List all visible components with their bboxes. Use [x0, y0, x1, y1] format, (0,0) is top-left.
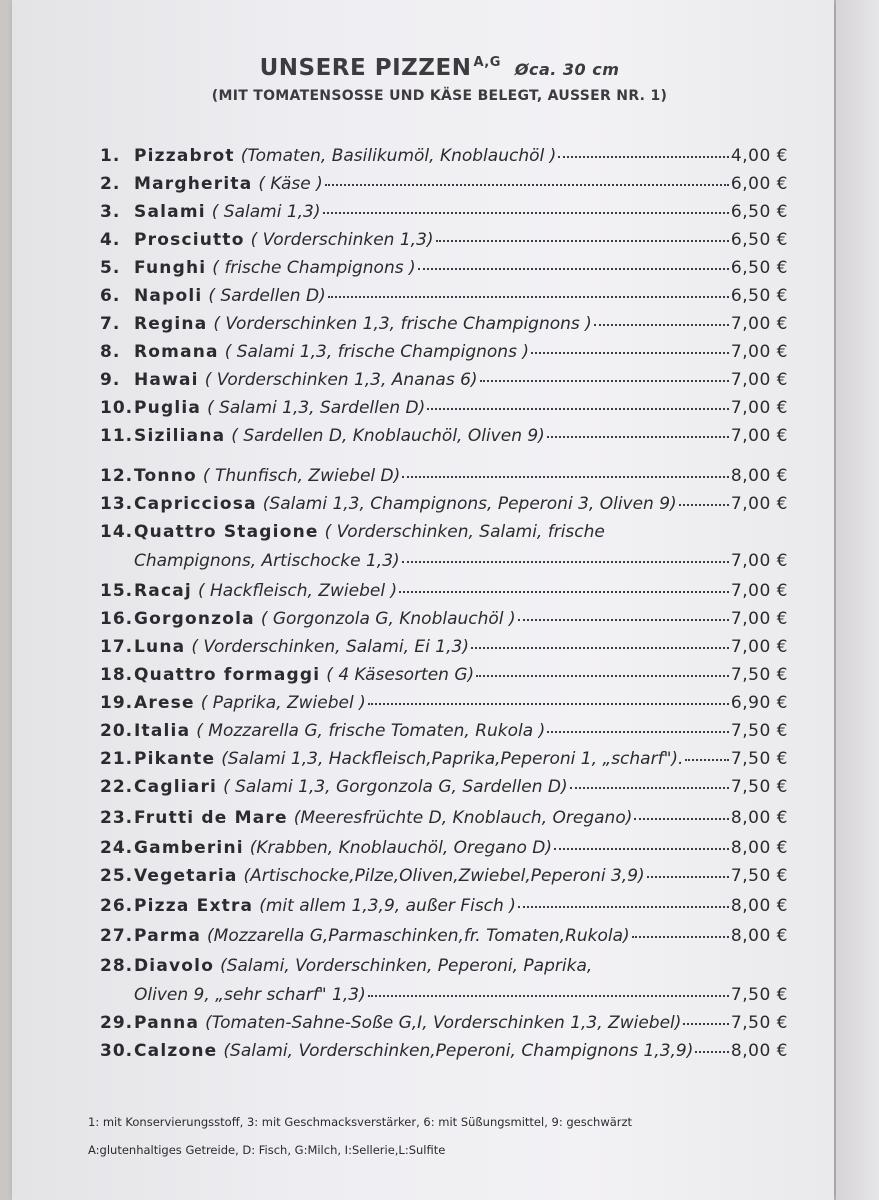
leader-dots	[632, 936, 729, 938]
leader-dots	[323, 212, 729, 214]
menu-item	[100, 776, 788, 798]
item-ingredients: ( Vorderschinken, Salami, frische	[324, 522, 605, 542]
leader-dots	[685, 759, 728, 761]
menu-item	[100, 425, 788, 447]
leader-dots	[647, 876, 729, 878]
item-name: Margherita	[134, 174, 253, 194]
item-name: Puglia	[134, 398, 202, 418]
item-number: 29.	[100, 1013, 134, 1033]
title-text: UNSERE PIZZEN	[259, 55, 472, 81]
item-price: 6,50 €	[730, 230, 788, 250]
item-ingredients: ( Gorgonzola G, Knoblauchöl )	[260, 609, 516, 629]
item-ingredients: ( Vorderschinken, Salami, Ei 1,3)	[191, 637, 469, 657]
item-number: 20.	[100, 721, 134, 741]
leader-dots	[679, 504, 729, 506]
item-name: Regina	[134, 314, 208, 334]
leader-dots	[547, 436, 729, 438]
item-name: Italia	[134, 721, 191, 741]
item-name: Parma	[134, 926, 202, 946]
item-name: Pikante	[134, 749, 216, 769]
item-price: 7,00 €	[730, 370, 788, 390]
item-number: 10.	[100, 398, 134, 418]
leader-dots	[558, 156, 729, 158]
item-price: 7,00 €	[730, 314, 788, 334]
item-ingredients: ( Vorderschinken 1,3, frische Champignons )	[213, 314, 592, 334]
leader-dots	[368, 703, 729, 705]
item-number: 23.	[100, 808, 134, 828]
item-number: 11.	[100, 426, 134, 446]
menu-item	[100, 145, 788, 167]
menu-item	[100, 285, 788, 307]
menu-item	[100, 895, 788, 917]
item-name: Frutti de Mare	[134, 808, 288, 828]
item-number: 3.	[100, 202, 121, 222]
leader-dots	[402, 476, 729, 478]
menu-item	[100, 664, 788, 686]
item-price: 7,00 €	[730, 398, 788, 418]
leader-dots	[436, 240, 729, 242]
item-price: 6,50 €	[730, 286, 788, 306]
menu-item	[100, 257, 788, 279]
leader-dots	[518, 906, 729, 908]
item-number: 22.	[100, 777, 134, 797]
menu-item-continuation	[134, 984, 788, 1006]
item-number: 5.	[100, 258, 121, 278]
menu-item	[100, 1040, 788, 1062]
item-number: 26.	[100, 896, 134, 916]
item-price: 6,50 €	[730, 258, 788, 278]
item-price: 6,90 €	[730, 693, 788, 713]
item-ingredients: (Salami 1,3, Hackfleisch,Paprika,Peperoni 1, „scharf").	[221, 749, 684, 769]
item-name: Capricciosa	[134, 494, 257, 514]
leader-dots	[427, 408, 729, 410]
item-ingredients: (Meeresfrüchte D, Knoblauch, Oregano)	[293, 808, 633, 828]
item-ingredients: ( Hackfleisch, Zwiebel )	[197, 581, 398, 601]
item-name: Pizzabrot	[134, 146, 235, 166]
leader-dots	[480, 380, 729, 382]
leader-dots	[418, 268, 729, 270]
item-price: 7,00 €	[730, 494, 788, 514]
item-price: 7,00 €	[730, 581, 788, 601]
item-price: 7,50 €	[730, 777, 788, 797]
item-ingredients: (Tomaten, Basilikumöl, Knoblauchöl )	[240, 146, 557, 166]
item-number: 15.	[100, 581, 134, 601]
item-number: 25.	[100, 866, 134, 886]
item-name: Tonno	[134, 466, 197, 486]
item-number: 1.	[100, 146, 121, 166]
menu-item	[100, 173, 788, 195]
menu-item	[100, 1012, 788, 1034]
item-name: Prosciutto	[134, 230, 245, 250]
item-ingredients: ( Paprika, Zwiebel )	[200, 693, 366, 713]
menu-item	[100, 720, 788, 742]
item-number: 12.	[100, 466, 134, 486]
item-ingredients: ( Vorderschinken 1,3)	[250, 230, 434, 250]
menu-item	[100, 493, 788, 515]
item-name: Racaj	[134, 581, 192, 601]
leader-dots	[325, 184, 729, 186]
item-name: Quattro Stagione	[134, 522, 319, 542]
item-ingredients: (Salami, Vorderschinken, Peperoni, Paprika,	[220, 956, 593, 976]
item-name: Pizza Extra	[134, 896, 254, 916]
item-name: Calzone	[134, 1041, 218, 1061]
item-number: 8.	[100, 342, 121, 362]
item-price: 7,50 €	[730, 749, 788, 769]
leader-dots	[554, 848, 729, 850]
item-number: 27.	[100, 926, 134, 946]
menu-item	[100, 369, 788, 391]
leader-dots	[476, 675, 729, 677]
item-name: Hawai	[134, 370, 199, 390]
menu-item	[100, 925, 788, 947]
item-name: Panna	[134, 1013, 200, 1033]
menu-item	[100, 521, 788, 543]
menu-item	[100, 465, 788, 487]
item-name: Quattro formaggi	[134, 665, 321, 685]
leader-dots	[368, 995, 729, 997]
leader-dots	[399, 591, 729, 593]
menu-item	[100, 397, 788, 419]
item-ingredients: (Artischocke,Pilze,Oliven,Zwiebel,Peperoni 3,9)	[243, 866, 645, 886]
item-number: 6.	[100, 286, 121, 306]
menu-item	[100, 341, 788, 363]
item-number: 24.	[100, 838, 134, 858]
item-ingredients: (Mozzarella G,Parmaschinken,fr. Tomaten,Rukola)	[207, 926, 630, 946]
footnote-allergens: A:glutenhaltiges Getreide, D: Fisch, G:Milch, I:Sellerie,L:Sulfite	[88, 1143, 446, 1157]
menu-item	[100, 229, 788, 251]
menu-title	[0, 55, 879, 81]
item-ingredients: ( Salami 1,3, Gorgonzola G, Sardellen D)	[223, 777, 568, 797]
item-price: 7,50 €	[730, 985, 788, 1005]
item-price: 7,00 €	[730, 551, 788, 571]
menu-item	[100, 313, 788, 335]
item-number: 19.	[100, 693, 134, 713]
item-ingredients: (Tomaten-Sahne-Soße G,I, Vorderschinken 1,3, Zwiebel)	[205, 1013, 682, 1033]
item-price: 7,50 €	[730, 665, 788, 685]
item-number: 30.	[100, 1041, 134, 1061]
menu-item-continuation	[134, 550, 788, 572]
item-ingredients: (mit allem 1,3,9, außer Fisch )	[259, 896, 516, 916]
item-name: Gamberini	[134, 838, 244, 858]
item-number: 18.	[100, 665, 134, 685]
menu-subtitle: (MIT TOMATENSOSSE UND KÄSE BELEGT, AUSSER NR. 1)	[211, 88, 668, 104]
adjacent-page	[836, 0, 879, 1200]
item-name: Salami	[134, 202, 206, 222]
item-ingredients: ( Thunfisch, Zwiebel D)	[202, 466, 401, 486]
item-number: 28.	[100, 956, 134, 976]
item-price: 8,00 €	[730, 1041, 788, 1061]
item-ingredients: ( Mozzarella G, frische Tomaten, Rukola )	[196, 721, 546, 741]
menu-item	[100, 837, 788, 859]
item-name: Funghi	[134, 258, 207, 278]
item-name: Luna	[134, 637, 186, 657]
item-ingredients: (Salami 1,3, Champignons, Peperoni 3, Oliven 9)	[262, 494, 677, 514]
leader-dots	[570, 787, 729, 789]
item-ingredients: ( Salami 1,3)	[211, 202, 321, 222]
item-name: Romana	[134, 342, 219, 362]
leader-dots	[594, 324, 729, 326]
item-ingredients: ( Sardellen D, Knoblauchöl, Oliven 9)	[231, 426, 545, 446]
menu-item	[100, 608, 788, 630]
item-price: 7,00 €	[730, 426, 788, 446]
leader-dots	[695, 1051, 729, 1053]
item-ingredients: (Salami, Vorderschinken,Peperoni, Champignons 1,3,9)	[223, 1041, 694, 1061]
item-ingredients: ( Salami 1,3, frische Champignons )	[224, 342, 529, 362]
item-price: 7,00 €	[730, 637, 788, 657]
item-price: 7,50 €	[730, 866, 788, 886]
item-name: Vegetaria	[134, 866, 238, 886]
menu-item	[100, 580, 788, 602]
item-name: Napoli	[134, 286, 203, 306]
leader-dots	[547, 731, 729, 733]
item-name: Siziliana	[134, 426, 226, 446]
leader-dots	[402, 561, 729, 563]
menu-item	[100, 636, 788, 658]
item-price: 8,00 €	[730, 466, 788, 486]
menu-item	[100, 865, 788, 887]
item-ingredients: ( 4 Käsesorten G)	[326, 665, 475, 685]
item-price: 8,00 €	[730, 838, 788, 858]
item-number: 4.	[100, 230, 121, 250]
item-number: 16.	[100, 609, 134, 629]
item-ingredients: ( Salami 1,3, Sardellen D)	[207, 398, 426, 418]
item-name: Cagliari	[134, 777, 218, 797]
item-price: 6,00 €	[730, 174, 788, 194]
item-price: 7,50 €	[730, 721, 788, 741]
leader-dots	[531, 352, 729, 354]
item-price: 7,50 €	[730, 1013, 788, 1033]
item-ingredients-continued: Oliven 9, „sehr scharf" 1,3)	[134, 985, 366, 1005]
footnote-additives: 1: mit Konservierungsstoff, 3: mit Geschmacksverstärker, 6: mit Süßungsmittel, 9: geschwärzt	[88, 1115, 633, 1129]
leader-dots	[328, 296, 729, 298]
item-number: 7.	[100, 314, 121, 334]
item-price: 8,00 €	[730, 808, 788, 828]
leader-dots	[518, 619, 729, 621]
item-price: 7,00 €	[730, 342, 788, 362]
menu-item	[100, 807, 788, 829]
item-number: 14.	[100, 522, 134, 542]
leader-dots	[471, 647, 729, 649]
item-name: Arese	[134, 693, 195, 713]
item-ingredients: ( Sardellen D)	[208, 286, 326, 306]
item-number: 17.	[100, 637, 134, 657]
item-name: Diavolo	[134, 956, 215, 976]
item-number: 2.	[100, 174, 121, 194]
item-price: 4,00 €	[730, 146, 788, 166]
item-ingredients-continued: Champignons, Artischocke 1,3)	[134, 551, 400, 571]
item-price: 8,00 €	[730, 926, 788, 946]
menu-item	[100, 748, 788, 770]
item-number: 21.	[100, 749, 134, 769]
leader-dots	[634, 818, 729, 820]
item-price: 7,00 €	[730, 609, 788, 629]
item-ingredients: (Krabben, Knoblauchöl, Oregano D)	[249, 838, 553, 858]
menu-item	[100, 955, 788, 977]
menu-item	[100, 692, 788, 714]
item-ingredients: ( frische Champignons )	[212, 258, 416, 278]
item-price: 6,50 €	[730, 202, 788, 222]
pizza-size: Øca. 30 cm	[514, 60, 620, 79]
item-price: 8,00 €	[730, 896, 788, 916]
item-ingredients: ( Vorderschinken 1,3, Ananas 6)	[204, 370, 478, 390]
menu-item	[100, 201, 788, 223]
item-ingredients: ( Käse )	[258, 174, 323, 194]
leader-dots	[683, 1023, 729, 1025]
title-allergens: A,G	[473, 55, 501, 70]
item-number: 13.	[100, 494, 134, 514]
item-number: 9.	[100, 370, 121, 390]
item-name: Gorgonzola	[134, 609, 255, 629]
